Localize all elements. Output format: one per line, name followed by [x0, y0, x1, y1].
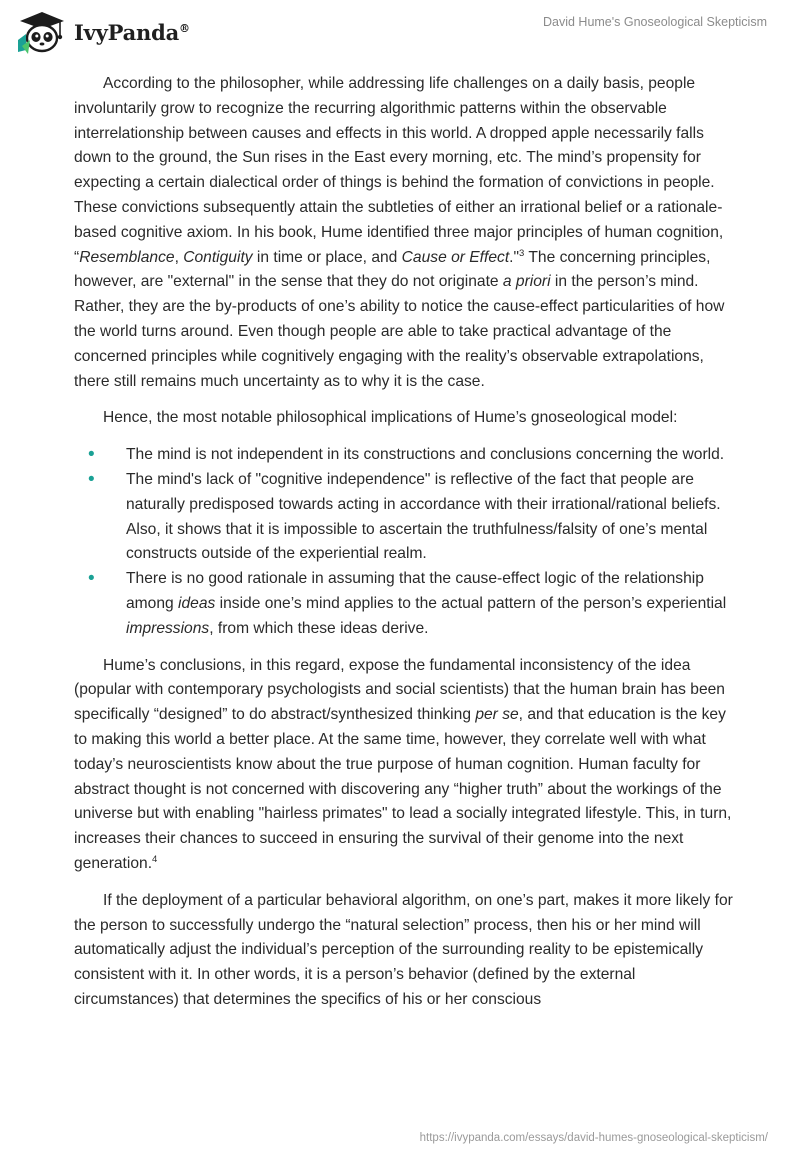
ivypanda-logo[interactable] [14, 10, 190, 54]
list-item: • There is no good rationale in assuming that the cause-effect logic of the relationship among ideas inside one’s mind applies to the actual pattern of the person’s experiential impressions, from which these ideas derive. [88, 568, 727, 637]
paragraph: According to the philosopher, while addressing life challenges on a daily basis, people involuntarily grow to recognize the recurring algorithmic patterns within the observable interrelationship between causes and effects in this world. A dropped apple necessarily falls down to the ground, the Sun rises in the East every morning, etc. The mind’s propensity for expecting a certain dialectical order of things is behind the formation of convictions in people. These convictions subsequently attain the subtleties of either an irrational belief or a rationale-based cognitive axiom. In his book, Hume identified three major principles of human cognition, “Resemblance, Contiguity in time or place, and Cause or Effect."$^3$ The concerning principles, however, are "external" in the sense that they do not originate a priori in the person’s mind. Rather, they are the by-products of one’s ability to notice the cause-effect particularities of how the world turns around. Even though people are able to take practical advantage of the concerned principles while cognitively engaging with the reality’s observable extrapolations, there still remains much uncertainty as to why it is the case. [74, 75, 725, 390]
panda-graduate-icon [14, 10, 70, 54]
paragraph: Hence, the most notable philosophical implications of Hume’s gnoseological model: [103, 409, 678, 427]
paragraph: Hume’s conclusions, in this regard, expose the fundamental inconsistency of the idea (popular with contemporary psychologists and social scientists) that the human brain has been specifically “designed” to do abstract/synthesized thinking per se, and that education is the key to making this world a better place. At the same time, however, they correlate well with what today’s neuroscientists know about the true purpose of human cognition. Human faculty for abstract thought is not concerned with discovering any “higher truth” about the workings of the universe but with enabling "hairless primates" to lead a socially integrated lifestyle. This, in turn, increases their chances to succeed in ensuring the survival of their genome into the next generation.$^4$ [74, 656, 732, 872]
paragraph: If the deployment of a particular behavioral algorithm, on one’s part, makes it more likely for the person to successfully undergo the “natural selection” process, then his or her mind will automatically adjust the individual’s perception of the surrounding reality to be epistemically consistent with it. In other words, it is a person’s behavior (defined by the external circumstances) that determines the specifics of his or her conscious [74, 891, 733, 1008]
page-header [0, 0, 800, 66]
brand-name: IvyPanda® [74, 19, 190, 45]
list-item: • The mind's lack of "cognitive independence" is reflective of the fact that people are naturally predisposed towards acting in accordance with their irrational/rational beliefs. Also, it shows that it is impossible to ascertain the truthfulness/falsity of one’s mental constructs outside of the experiential realm. [88, 468, 721, 563]
bullet-icon: • [88, 568, 95, 590]
source-url[interactable]: https://ivypanda.com/essays/david-humes-gnoseological-skepticism/ [419, 1132, 768, 1144]
essay-body [74, 72, 734, 1025]
bullet-icon: • [88, 468, 95, 490]
implications-list [74, 443, 734, 641]
document-title: David Hume's Gnoseological Skepticism [542, 15, 767, 29]
bullet-icon: • [88, 444, 95, 466]
list-item: • The mind is not independent in its constructions and conclusions concerning the world. [74, 443, 734, 468]
footnote-marker: 3 [519, 247, 525, 259]
footnote-marker: 4 [152, 853, 158, 865]
